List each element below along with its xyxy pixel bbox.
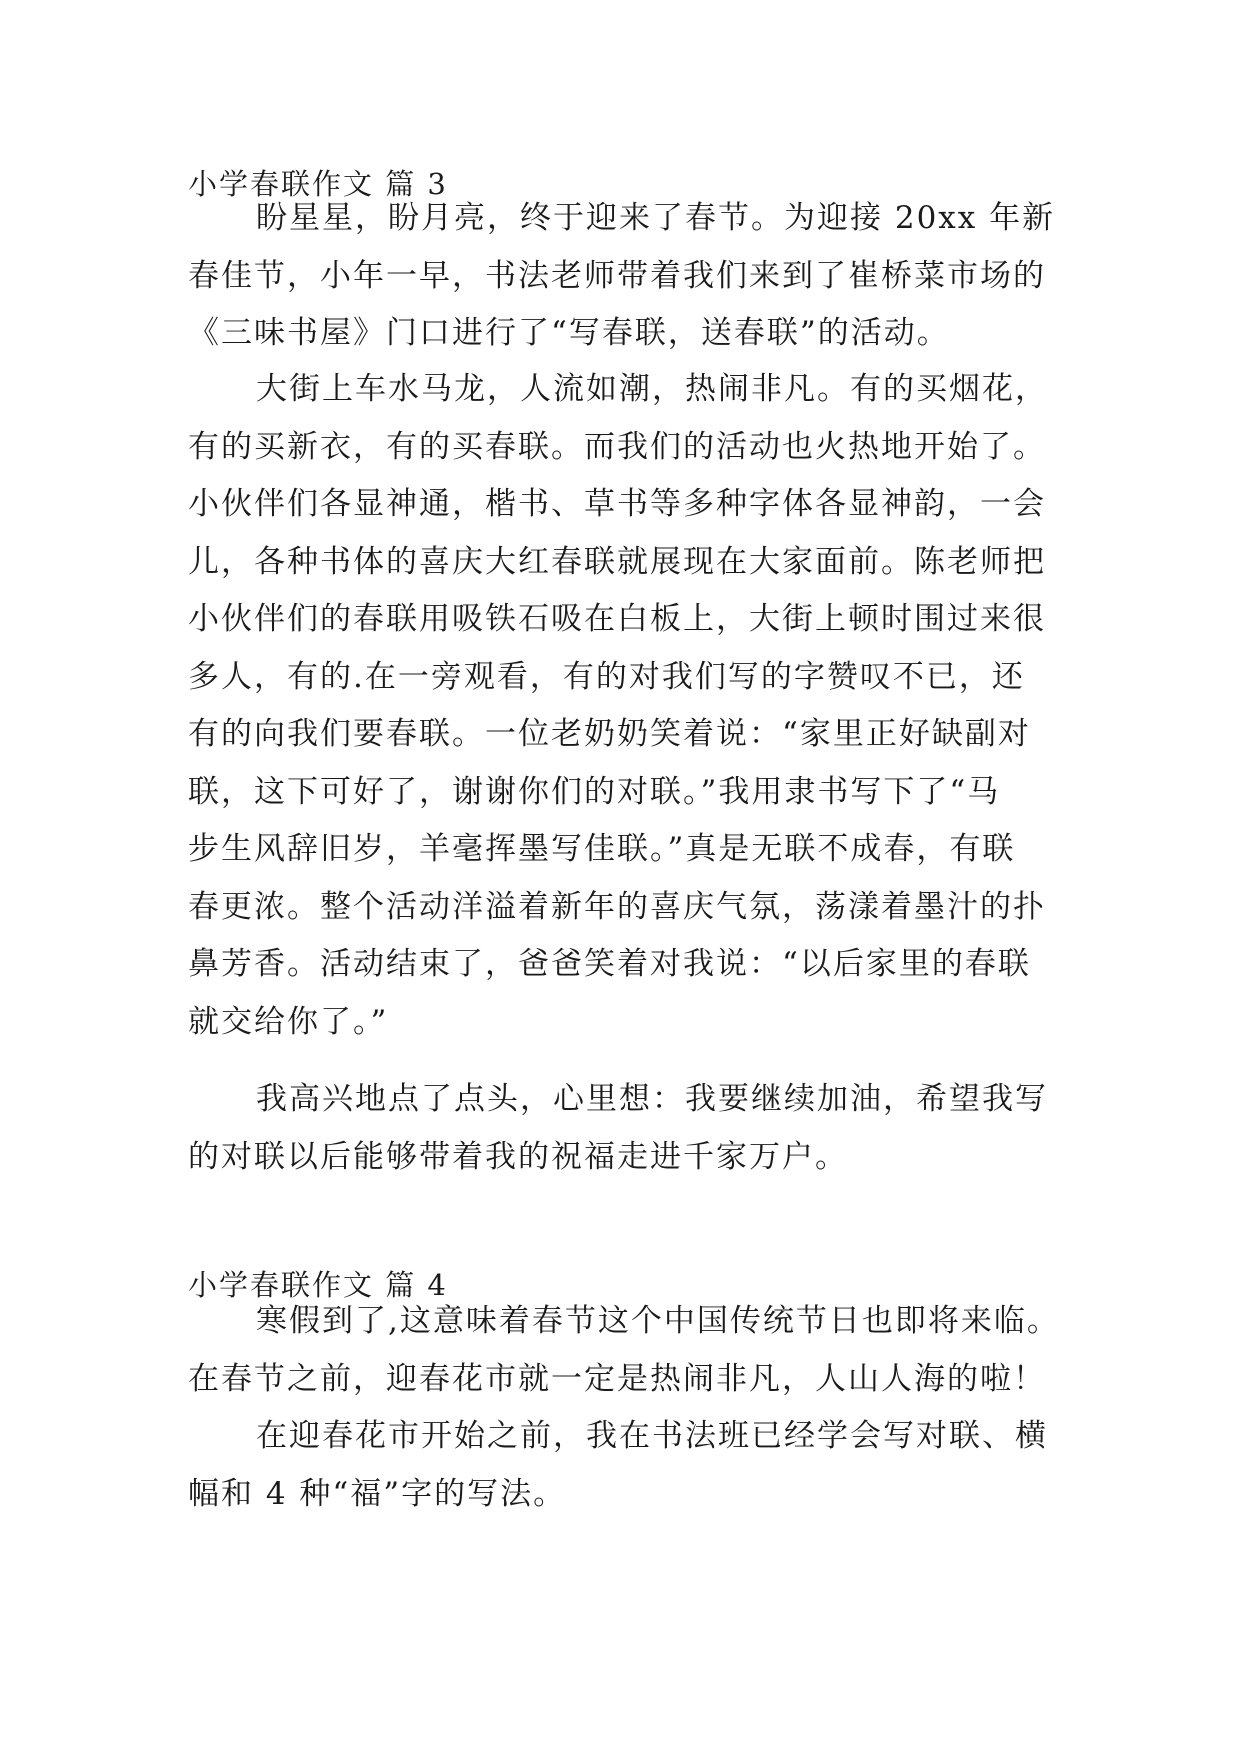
text-line: 春更浓。整个活动洋溢着新年的喜庆气氛，荡漾着墨汁的扑 [188,888,1046,925]
text-line: 春佳节，小年一早，书法老师带着我们来到了崔桥菜市场的 [188,257,1046,294]
text-line: 小伙伴们的春联用吸铁石吸在白板上，大街上顿时围过来很 [188,601,1046,637]
text-line: 有的买新衣，有的买春联。而我们的活动也火热地开始了。 [188,428,1046,465]
text-line: 在春节之前，迎春花市就一定是热闹非凡，人山人海的啦！ [188,1360,1046,1397]
text-line: 我高兴地点了点头，心里想：我要继续加油，希望我写 [256,1081,1048,1117]
text-line: 步生风辞旧岁，羊毫挥墨写佳联。”真是无联不成春，有联 [188,831,1016,867]
text-line: 鼻芳香。活动结束了，爸爸笑着对我说：“以后家里的春联 [188,946,1031,982]
paragraph [188,190,1068,363]
text-line: 儿，各种书体的喜庆大红春联就展现在大家面前。陈老师把 [188,543,1046,580]
paragraph [188,361,1068,1051]
text-line: 《三味书屋》门口进行了“写春联，送春联”的活动。 [188,315,950,351]
text-line: 联，这下可好了，谢谢你们的对联。”我用隶书写下了“马 [188,773,1001,810]
text-line: 多人，有的.在一旁观看，有的对我们写的字赞叹不已，还 [188,658,1025,695]
text-line: 在迎春花市开始之前，我在书法班已经学会写对联、横 [256,1418,1048,1454]
text-line: 寒假到了,这意味着春节这个中国传统节日也即将来临。 [256,1303,1060,1339]
text-line: 小伙伴们各显神通，楷书、草书等多种字体各显神韵，一会 [188,486,1046,522]
paragraph [188,1293,1068,1408]
text-line: 盼星星，盼月亮，终于迎来了春节。为迎接 20xx 年新 [256,200,1056,236]
section-title: 小学春联作文 篇 3 [188,167,448,201]
paragraph [188,1408,1068,1523]
section-title: 小学春联作文 篇 4 [188,1268,448,1302]
text-line: 幅和 4 种“福”字的写法。 [188,1475,567,1512]
paragraph [188,1071,1068,1186]
text-line: 的对联以后能够带着我的祝福走进千家万户。 [188,1138,848,1175]
text-line: 就交给你了。” [188,1003,389,1040]
text-line: 大街上车水马龙，人流如潮，热闹非凡。有的买烟花， [256,371,1048,407]
text-line: 有的向我们要春联。一位老奶奶笑着说：“家里正好缺副对 [188,716,1031,752]
